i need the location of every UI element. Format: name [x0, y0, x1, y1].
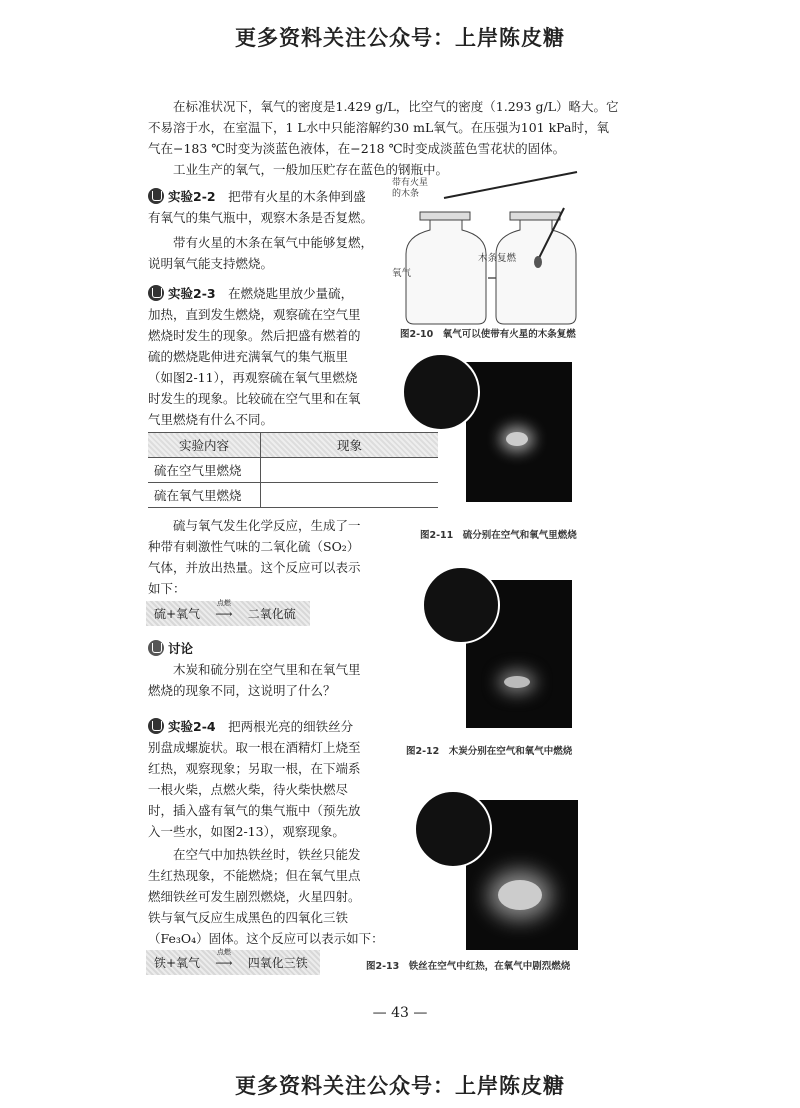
iron-line: 铁与氧气反应生成黑色的四氧化三铁 [148, 910, 349, 925]
exp23-line: 时发生的现象。比较硫在空气里和在氧 [148, 391, 361, 406]
table-header-row [148, 433, 438, 458]
figure-2-13-inset [414, 790, 492, 868]
intro-line-1: 在标准状况下，氧气的密度是1.429 g/L，比空气的密度（1.293 g/L）略大。它 [173, 99, 619, 114]
eq-reactants: 硫+氧气 [154, 607, 201, 621]
table-cell [261, 483, 439, 508]
flask-icon [148, 285, 164, 301]
discussion-icon [148, 640, 164, 656]
exp24-line: 把两根光亮的细铁丝分 [228, 719, 354, 734]
eq-products: 四氧化三铁 [247, 956, 308, 970]
sulfur-line: 气体，并放出热量。这个反应可以表示 [148, 560, 361, 575]
sulfur-paragraph [148, 515, 388, 599]
exp22-line-1: 把带有火星的木条伸到盛 [228, 189, 366, 204]
exp23-line: 硫的燃烧匙伸进充满氧气的集气瓶里 [148, 349, 349, 364]
figure-2-11-caption: 图2-11 硫分别在空气和氧气里燃烧 [420, 530, 577, 541]
equation-sulfur [146, 601, 310, 626]
sulfur-line: 种带有刺激性气味的二氧化硫（SO₂） [148, 539, 360, 554]
flame-glow [506, 432, 528, 446]
iron-line: 燃细铁丝可发生剧烈燃烧，火星四射。 [148, 889, 361, 904]
exp24-title: 实验2-4 [168, 719, 216, 734]
sulfur-line: 硫与氧气发生化学反应，生成了一 [173, 518, 361, 533]
bottle-right [496, 208, 576, 324]
discussion-line: 木炭和硫分别在空气里和在氧气里 [173, 662, 361, 677]
eq-condition: 点燃 [216, 948, 231, 956]
figure-2-11-photo [466, 362, 572, 502]
charcoal-glow [504, 676, 530, 688]
table-row [148, 458, 438, 483]
figure-2-12-inset [422, 566, 500, 644]
table-header-cell: 现象 [261, 433, 439, 458]
exp24-line: 入一些水，如图2-13），观察现象。 [148, 824, 345, 839]
experiment-2-2 [148, 186, 388, 274]
flask-icon [148, 718, 164, 734]
eq-arrow: 点燃 ⟶ [204, 956, 244, 970]
bottom-banner: 更多资料关注公众号：上岸陈皮糖 [235, 1074, 565, 1098]
eq-reactants: 铁+氧气 [154, 956, 201, 970]
exp22-para2-line-1: 带有火星的木条在氧气中能够复燃， [173, 235, 374, 250]
exp22-line-2: 有氧气的集气瓶中，观察木条是否复燃。 [148, 210, 374, 225]
exp22-title: 实验2-2 [168, 189, 216, 204]
storage-paragraph: 工业生产的氧气，一般加压贮存在蓝色的钢瓶中。 [173, 162, 449, 177]
table-cell [261, 458, 439, 483]
table-cell: 硫在氧气里燃烧 [148, 483, 261, 508]
glowing-stick [444, 172, 577, 198]
exp24-line: 一根火柴，点燃火柴，待火柴快燃尽 [148, 782, 349, 797]
sparks-glow [498, 880, 542, 910]
discussion-section [148, 638, 388, 701]
label-glowing-stick: 带有火星 的木条 [392, 178, 429, 199]
experiment-2-3 [148, 283, 388, 430]
figure-2-13-caption: 图2-13 铁丝在空气中红热，在氧气中剧烈燃烧 [366, 961, 571, 972]
figure-2-12-caption: 图2-12 木炭分别在空气和氧气中燃烧 [406, 746, 573, 757]
exp24-line: 别盘成螺旋状。取一根在酒精灯上烧至 [148, 740, 361, 755]
iron-line: 在空气中加热铁丝时，铁丝只能发 [173, 847, 361, 862]
exp23-line: 在燃烧匙里放少量硫， [228, 286, 354, 301]
exp23-line: 燃烧时发生的现象。然后把盛有燃着的 [148, 328, 361, 343]
equation-iron [146, 950, 320, 975]
discussion-line: 燃烧的现象不同，这说明了什么？ [148, 683, 336, 698]
table-row [148, 483, 438, 508]
exp24-line: 时，插入盛有氧气的集气瓶中（预先放 [148, 803, 361, 818]
eq-condition: 点燃 [216, 599, 231, 607]
eq-products: 二氧化硫 [247, 607, 296, 621]
observation-table [148, 432, 438, 508]
exp24-line: 红热，观察现象；另取一根，在下端系 [148, 761, 361, 776]
sulfur-line: 如下： [148, 581, 186, 596]
table-cell: 硫在空气里燃烧 [148, 458, 261, 483]
experiment-2-4 [148, 716, 388, 842]
eq-arrow: 点燃 ⟶ [204, 607, 244, 621]
figure-2-11-inset [402, 353, 480, 431]
label-stick-relights: 木条复燃 [478, 253, 517, 264]
table-header-cell: 实验内容 [148, 433, 261, 458]
iron-line: （Fe₃O₄）固体。这个反应可以表示如下： [148, 931, 384, 946]
figure-2-10-caption: 图2-10 氧气可以使带有火星的木条复燃 [400, 329, 576, 340]
label-oxygen: 氧气 [392, 268, 412, 279]
page-number: — 43 — [372, 1005, 428, 1021]
exp23-line: （如图2-11），再观察硫在氧气里燃烧 [148, 370, 358, 385]
exp23-line: 气里燃烧有什么不同。 [148, 412, 274, 427]
exp23-line: 加热，直到发生燃烧，观察硫在空气里 [148, 307, 361, 322]
bottle-left [406, 212, 486, 324]
intro-line-3: 气在−183 ℃时变为淡蓝色液体，在−218 ℃时变成淡蓝色雪花状的固体。 [148, 141, 566, 156]
exp22-para2-line-2: 说明氧气能支持燃烧。 [148, 256, 274, 271]
exp23-title: 实验2-3 [168, 286, 216, 301]
intro-line-2: 不易溶于水，在室温下，1 L水中只能溶解约30 mL氧气。在压强为101 kPa时，氧 [148, 120, 609, 135]
iron-line: 生红热现象，不能燃烧；但在氧气里点 [148, 868, 361, 883]
top-banner: 更多资料关注公众号：上岸陈皮糖 [235, 26, 565, 50]
discussion-title: 讨论 [168, 641, 194, 656]
flask-icon [148, 188, 164, 204]
iron-paragraph [148, 844, 388, 949]
